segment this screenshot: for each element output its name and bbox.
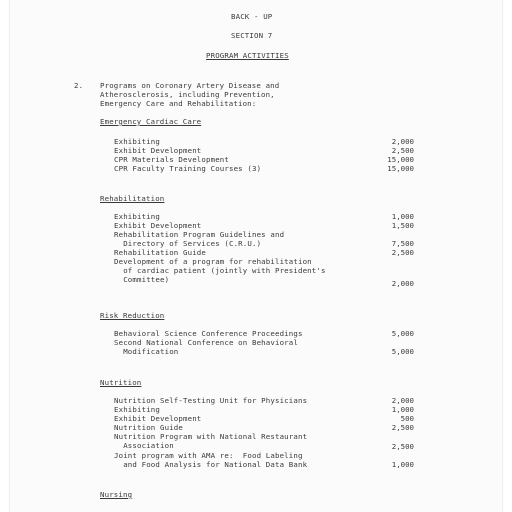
- backup-label: BACK - UP: [231, 12, 273, 21]
- item-line-2: Atherosclerosis, including Prevention,: [100, 90, 275, 99]
- row-label: CPR Materials Development: [114, 155, 229, 164]
- document-page: [10, 0, 502, 512]
- row-label: CPR Faculty Training Courses (3): [114, 164, 262, 173]
- row-label: Nutrition Guide: [114, 423, 183, 432]
- row-amount: 1,000: [391, 212, 414, 221]
- item-line-1: Programs on Coronary Artery Disease and: [100, 81, 280, 90]
- row-amount: 1,000: [391, 405, 414, 414]
- row-label: Association: [114, 441, 174, 450]
- page-title: PROGRAM ACTIVITIES: [206, 51, 289, 60]
- row-amount: 2,500: [391, 442, 414, 451]
- row-amount: 2,500: [391, 248, 414, 257]
- row-label: Exhibiting: [114, 212, 160, 221]
- row-label: Exhibiting: [114, 405, 160, 414]
- row-amount: 1,500: [391, 221, 414, 230]
- row-label: Directory of Services (C.R.U.): [114, 239, 262, 248]
- row-label: Nutrition Program with National Restaurant: [114, 432, 308, 441]
- section-heading-risk-reduction: Risk Reduction: [100, 311, 165, 320]
- row-amount: 2,500: [391, 423, 414, 432]
- row-amount: 15,000: [387, 164, 414, 173]
- row-amount: 500: [400, 414, 414, 423]
- row-amount: 2,000: [391, 279, 414, 288]
- row-label: Exhibiting: [114, 137, 160, 146]
- row-amount: 2,000: [391, 137, 414, 146]
- row-amount: 7,500: [391, 239, 414, 248]
- row-label: Development of a program for rehabilitation: [114, 257, 312, 266]
- row-amount: 2,000: [391, 396, 414, 405]
- row-label: Rehabilitation Guide: [114, 248, 206, 257]
- row-amount: 5,000: [391, 347, 414, 356]
- row-amount: 1,000: [391, 460, 414, 469]
- row-label: Behavioral Science Conference Proceedings: [114, 329, 303, 338]
- row-label: Committee): [114, 275, 170, 284]
- item-line-3: Emergency Care and Rehabilitation:: [100, 99, 257, 108]
- section-label: SECTION 7: [231, 31, 273, 40]
- row-amount: 15,000: [387, 155, 414, 164]
- row-label: Second National Conference on Behavioral: [114, 338, 298, 347]
- row-label: Exhibit Development: [114, 221, 202, 230]
- row-label: Modification: [114, 347, 179, 356]
- row-label: Joint program with AMA re: Food Labeling: [114, 451, 303, 460]
- row-label: Rehabilitation Program Guidelines and: [114, 230, 285, 239]
- row-label: of cardiac patient (jointly with President's: [114, 266, 326, 275]
- row-label: Exhibit Development: [114, 146, 202, 155]
- row-amount: 2,500: [391, 146, 414, 155]
- row-label: Nutrition Self-Testing Unit for Physicians: [114, 396, 308, 405]
- row-label: and Food Analysis for National Data Bank: [114, 460, 308, 469]
- section-heading-rehabilitation: Rehabilitation: [100, 194, 165, 203]
- row-label: Exhibit Development: [114, 414, 202, 423]
- item-number: 2.: [74, 81, 84, 90]
- section-heading-nursing: Nursing: [100, 490, 133, 499]
- row-amount: 5,000: [391, 329, 414, 338]
- section-heading-emergency: Emergency Cardiac Care: [100, 117, 202, 126]
- section-heading-nutrition: Nutrition: [100, 378, 142, 387]
